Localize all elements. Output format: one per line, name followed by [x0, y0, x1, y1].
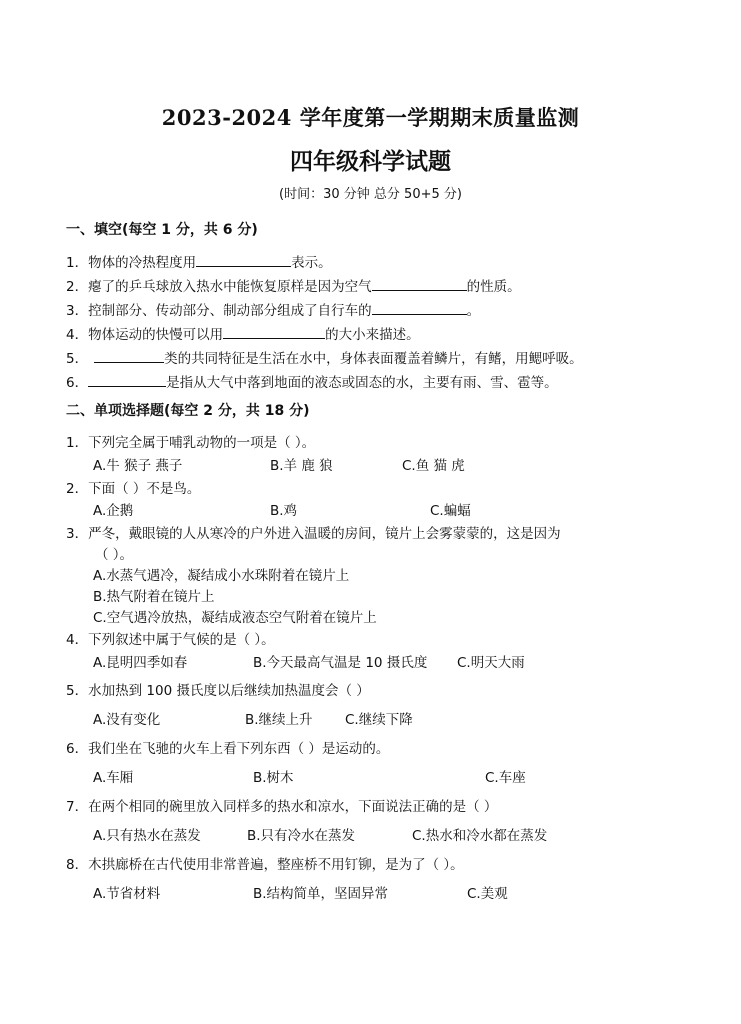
answer-blank[interactable]: [372, 276, 467, 291]
section-single-choice-heading: 二、单项选择题(每空 2 分，共 18 分): [66, 403, 310, 419]
option-b[interactable]: B.结构简单，坚固异常: [253, 886, 389, 902]
question-number: 2．: [66, 279, 89, 295]
question-number: 3．: [66, 526, 89, 542]
question-text-end: 的性质。: [466, 279, 521, 295]
option-b[interactable]: B.只有冷水在蒸发: [247, 828, 356, 844]
question-text: 物体的冷热程度用: [88, 255, 197, 271]
question-number: 1．: [66, 255, 89, 271]
option-a[interactable]: A.水蒸气遇冷，凝结成小水珠附着在镜片上: [93, 568, 350, 584]
question-text: 下列完全属于哺乳动物的一项是（ ）。: [88, 435, 316, 451]
question-text: 下面（ ）不是鸟。: [88, 481, 201, 497]
question-text: 控制部分、传动部分、制动部分组成了自行车的: [88, 303, 372, 319]
question-number: 6．: [66, 375, 89, 391]
choice-question-7: [66, 795, 497, 815]
question-text: 木拱廊桥在古代使用非常普遍，整座桥不用钉铆，是为了（ ）。: [88, 857, 464, 873]
option-b[interactable]: B.热气附着在镜片上: [93, 589, 215, 605]
question-text-end: 的大小来描述。: [325, 327, 420, 343]
option-b[interactable]: B.树木: [253, 770, 294, 786]
option-c[interactable]: C.热水和冷水都在蒸发: [412, 828, 548, 844]
exam-time-and-score: (时间：30 分钟 总分 50+5 分): [279, 187, 462, 202]
question-number: 3．: [66, 303, 89, 319]
option-a[interactable]: A.昆明四季如春: [93, 655, 188, 671]
choice-question-6: [66, 737, 389, 757]
option-a[interactable]: A.节省材料: [93, 886, 161, 902]
fill-question-6: [66, 371, 558, 391]
option-c[interactable]: C.蝙蝠: [430, 503, 471, 519]
option-a[interactable]: A.没有变化: [93, 712, 161, 728]
choice-question-3: [66, 522, 561, 542]
question-text-end: 类的共同特征是生活在水中，身体表面覆盖着鳞片，有鳍，用鳃呼吸。: [164, 351, 583, 367]
fill-question-5: [66, 347, 583, 367]
choice-question-8: [66, 853, 464, 873]
question-3-paren: （ ）。: [95, 547, 134, 563]
choice-question-4: [66, 628, 275, 648]
option-c[interactable]: C.车座: [485, 770, 526, 786]
option-c[interactable]: C.继续下降: [345, 712, 413, 728]
answer-blank[interactable]: [196, 252, 291, 267]
question-number: 6．: [66, 741, 89, 757]
option-a[interactable]: A.车厢: [93, 770, 134, 786]
question-text: 水加热到 100 摄氏度以后继续加热温度会（ ）: [88, 683, 370, 699]
option-b[interactable]: B.今天最高气温是 10 摄氏度: [253, 655, 428, 671]
question-text: 物体运动的快慢可以用: [88, 327, 224, 343]
option-b[interactable]: B.羊 鹿 狼: [270, 458, 333, 474]
question-text: 我们坐在飞驰的火车上看下列东西（ ）是运动的。: [88, 741, 390, 757]
question-number: 4．: [66, 632, 89, 648]
answer-blank[interactable]: [88, 372, 166, 387]
question-text: 严冬，戴眼镜的人从寒冷的户外进入温暖的房间，镜片上会雾蒙蒙的，这是因为: [88, 526, 561, 542]
question-number: 2．: [66, 481, 89, 497]
option-a[interactable]: A.企鹅: [93, 503, 134, 519]
fill-question-3: [66, 299, 480, 319]
option-a[interactable]: A.牛 猴子 燕子: [93, 458, 183, 474]
question-text: 在两个相同的碗里放入同样多的热水和凉水，下面说法正确的是（ ）: [88, 799, 498, 815]
option-b[interactable]: B.继续上升: [245, 712, 313, 728]
option-a[interactable]: A.只有热水在蒸发: [93, 828, 201, 844]
option-c[interactable]: C.空气遇冷放热，凝结成液态空气附着在镜片上: [93, 610, 377, 626]
question-text-end: 。: [466, 303, 481, 319]
choice-question-1: [66, 431, 315, 451]
option-b[interactable]: B.鸡: [270, 503, 298, 519]
question-number: 5．: [66, 683, 89, 699]
answer-blank[interactable]: [94, 348, 164, 363]
question-text-end: 表示。: [291, 255, 332, 271]
option-c[interactable]: C.鱼 猫 虎: [402, 458, 465, 474]
option-c[interactable]: C.美观: [467, 886, 508, 902]
question-number: 1．: [66, 435, 89, 451]
fill-question-4: [66, 323, 420, 343]
choice-question-5: [66, 679, 370, 699]
choice-question-2: [66, 477, 200, 497]
question-number: 5．: [66, 351, 89, 367]
exam-subject-title: 四年级科学试题: [290, 148, 451, 175]
question-text: 瘪了的乒乓球放入热水中能恢复原样是因为空气: [88, 279, 372, 295]
question-number: 8．: [66, 857, 89, 873]
section-fill-in-heading: 一、填空(每空 1 分，共 6 分): [66, 222, 258, 238]
question-text: 下列叙述中属于气候的是（ ）。: [88, 632, 275, 648]
question-text-end: 是指从大气中落到地面的液态或固态的水，主要有雨、雪、雹等。: [166, 375, 558, 391]
question-number: 4．: [66, 327, 89, 343]
fill-question-2: [66, 275, 521, 295]
answer-blank[interactable]: [223, 324, 325, 339]
fill-question-1: [66, 251, 332, 271]
question-number: 7．: [66, 799, 89, 815]
answer-blank[interactable]: [372, 300, 467, 315]
option-c[interactable]: C.明天大雨: [457, 655, 525, 671]
exam-title: 2023-2024 学年度第一学期期末质量监测: [161, 105, 580, 130]
